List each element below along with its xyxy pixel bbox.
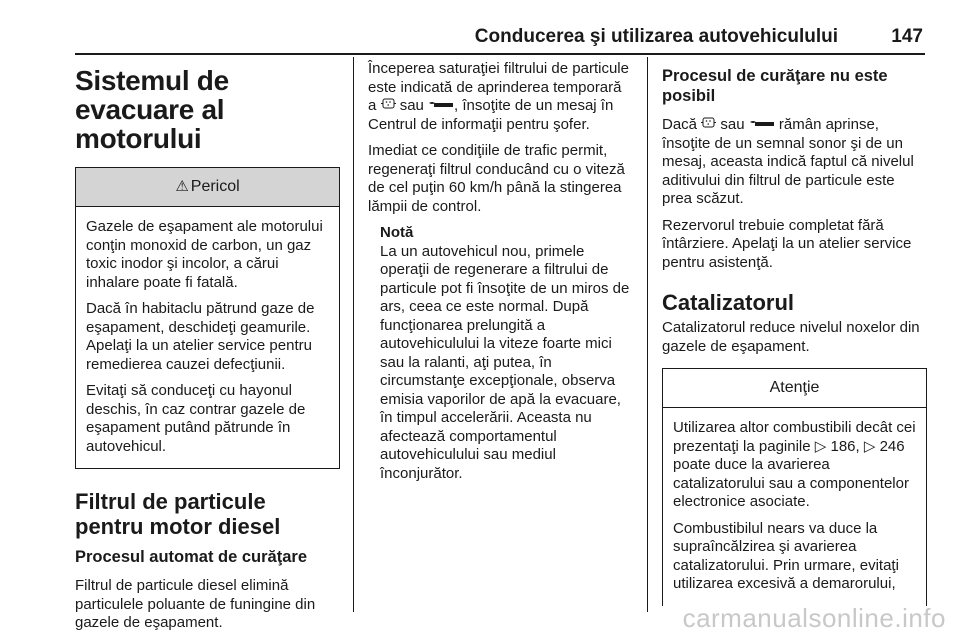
paragraph: Catalizatorul reduce nivelul noxelor din gazele de eşapament. xyxy=(662,319,920,355)
attention-box-header xyxy=(663,369,926,408)
attention-box xyxy=(662,368,927,606)
page-number: 147 xyxy=(891,26,923,47)
note-text: La un autovehicul nou, primele operaţii de regenerare a filtrului de particule pot fi însoţite de un miros de ars, ceea ce este normal. După funcţionarea prelungită a autovehiculului la viteze foarte mici sau la ralanti, aţi putea, în circumstanţe excepţionale, observa emisia vaporilor de apă la evacuare, în timpul accelerării. Aceasta nu afectează comportamentul autovehiculului sau mediul înconjurător. xyxy=(380,242,630,482)
column-3 xyxy=(662,60,927,606)
page-reference-triangle-icon: ▷ xyxy=(863,437,876,455)
glow-plug-icon xyxy=(428,97,454,116)
column-divider-1 xyxy=(353,57,354,612)
column-1 xyxy=(75,60,340,641)
glow-plug-icon xyxy=(749,116,775,135)
danger-paragraph: Dacă în habitaclu pătrund gaze de eşapament, deschideţi geamurile. Apelaţi la un atelier service pentru remedierea cauzei defecţiunii. xyxy=(86,300,315,373)
attention-paragraph: Combustibilul nears va duce la supraîncălzirea şi avarierea catalizatorului. Prin urmare, evitaţi utilizarea excesivă a demarorului, xyxy=(673,519,899,592)
paragraph: Dacă sau rămân aprinse, însoţite de un semnal sonor şi de un mesaj, aceasta indică faptul că nivelul aditivului din filtrul de particule este prea scăzut. xyxy=(662,116,914,207)
paragraph: Rezervorul trebuie completat fără întârziere. Apelaţi la un atelier service pentru asistenţă. xyxy=(662,216,912,271)
attention-paragraph: Utilizarea altor combustibili decât cei prezentaţi la paginile ▷ 186, ▷ 246 poate duce la avarierea catalizatorului sau a componentelor electronice asociate. xyxy=(673,419,916,510)
danger-box xyxy=(75,167,340,469)
paragraph: Începerea saturaţiei filtrului de particule este indicată de aprinderea temporară a sau , însoţite de un mesaj în Centrul de informaţii pentru şofer. xyxy=(368,60,629,133)
note-title: Notă xyxy=(380,224,414,241)
danger-label: Pericol xyxy=(190,177,240,195)
paragraph: Filtrul de particule diesel elimină particulele poluante de funingine din gazele de eşapament. xyxy=(75,577,316,631)
section-heading-catalyst: Catalizatorul xyxy=(662,290,795,315)
sub-heading-clean-impossible: Procesul de curăţare nu este posibil xyxy=(662,67,888,105)
diesel-particle-filter-icon xyxy=(381,97,396,116)
danger-paragraph: Gazele de eşapament ale motorului conţin monoxid de carbon, un gaz toxic inodor şi incolor, a cărui inhalare poate fi fatală. xyxy=(86,218,323,291)
danger-paragraph: Evitaţi să conduceţi cu hayonul deschis, în caz contrar gazele de eşapament putând pătrunde în autovehicul. xyxy=(86,382,306,455)
danger-box-header xyxy=(76,168,339,207)
diesel-particle-filter-icon xyxy=(701,116,716,135)
watermark: carmanualsonline.info xyxy=(682,603,946,633)
page-reference-triangle-icon: ▷ xyxy=(814,437,827,455)
chapter-title: Conducerea şi utilizarea autovehiculului xyxy=(474,26,838,47)
sub-heading-auto-clean: Procesul automat de curăţare xyxy=(75,548,307,566)
section-heading-exhaust: Sistemul de evacuare al motorului xyxy=(75,65,229,154)
note-block xyxy=(380,224,633,483)
attention-box-body xyxy=(663,408,926,606)
page-header xyxy=(0,0,960,56)
column-2 xyxy=(368,60,633,483)
warning-triangle-icon: ⚠ xyxy=(175,177,189,195)
danger-box-body xyxy=(76,207,339,468)
section-heading-dpf: Filtrul de particule pentru motor diesel xyxy=(75,489,281,539)
header-rule xyxy=(75,53,925,55)
column-divider-2 xyxy=(647,57,648,612)
attention-label: Atenţie xyxy=(769,378,820,396)
paragraph: Imediat ce condiţiile de trafic permit, regeneraţi filtrul conducând cu o viteză de cel puţin 60 km/h până la stingerea lămpii de control. xyxy=(368,142,625,215)
